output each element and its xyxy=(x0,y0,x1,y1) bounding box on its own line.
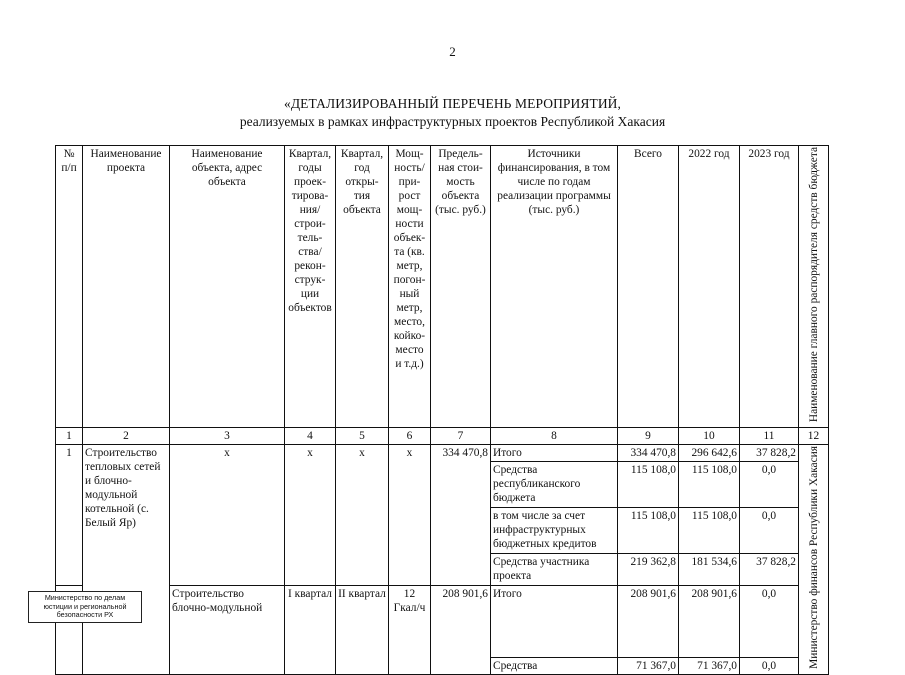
header-manager xyxy=(799,146,829,428)
source-2022: 115 108,0 xyxy=(679,508,740,554)
page-number: 2 xyxy=(449,44,456,59)
header-quarter-years: Квартал, годы проек- тирова- ния/ строи- тель- ства/ рекон- струк- ции объектов xyxy=(285,146,336,428)
header-2022: 2022 год xyxy=(679,146,740,428)
quarter-years: I квартал xyxy=(285,586,336,675)
source-2023: 0,0 xyxy=(740,586,799,658)
row-number: 1 xyxy=(56,445,83,586)
source-total: 115 108,0 xyxy=(618,508,679,554)
header-num: № п/п xyxy=(56,146,83,428)
source-2022: 71 367,0 xyxy=(679,658,740,675)
header-project: Наименование проекта xyxy=(83,146,170,428)
source-total: 219 362,8 xyxy=(618,554,679,586)
source-name: в том числе за счет инфраструктурных бюджетных кредитов xyxy=(491,508,618,554)
quarter-open: II квартал xyxy=(336,586,389,675)
source-2023: 0,0 xyxy=(740,462,799,508)
stamp-line: безопасности РХ xyxy=(56,610,114,620)
col-number: 3 xyxy=(170,428,285,445)
header-quarter-open: Квартал, год откры- тия объекта xyxy=(336,146,389,428)
header-row xyxy=(56,146,829,428)
quarter-years: х xyxy=(285,445,336,586)
source-total: 334 470,8 xyxy=(618,445,679,462)
col-number: 10 xyxy=(679,428,740,445)
source-2023: 37 828,2 xyxy=(740,554,799,586)
max-cost: 208 901,6 xyxy=(431,586,491,675)
registration-stamp xyxy=(28,591,142,623)
source-name: Итого xyxy=(491,586,618,658)
project-name: Строительство тепловых сетей и блочно-модульной котельной (с. Белый Яр) xyxy=(83,445,170,675)
source-total: 71 367,0 xyxy=(618,658,679,675)
source-name: Средства участника проекта xyxy=(491,554,618,586)
source-total: 115 108,0 xyxy=(618,462,679,508)
document-title: «ДЕТАЛИЗИРОВАННЫЙ ПЕРЕЧЕНЬ МЕРОПРИЯТИЙ, xyxy=(283,96,622,111)
table-row xyxy=(56,586,829,658)
source-name: Средства xyxy=(491,658,618,675)
table-row xyxy=(56,445,829,462)
header-object: Наименование объекта, адрес объекта xyxy=(170,146,285,428)
header-manager-text: Наименование главного распорядителя средств бюджета xyxy=(807,147,820,423)
source-name: Средства республиканского бюджета xyxy=(491,462,618,508)
stamp-line: Министерство по делам xyxy=(44,593,126,602)
source-2023: 0,0 xyxy=(740,658,799,675)
source-2023: 37 828,2 xyxy=(740,445,799,462)
manager-cell xyxy=(799,445,829,675)
capacity: 12 Гкал/ч xyxy=(389,586,431,675)
header-capacity: Мощ- ность/ при- рост мощ- ности объек- та (кв. метр, погон- ный метр, место, койко- место и т.д.) xyxy=(389,146,431,428)
col-number: 12 xyxy=(799,428,829,445)
col-number: 1 xyxy=(56,428,83,445)
capacity: х xyxy=(389,445,431,586)
col-number: 2 xyxy=(83,428,170,445)
col-number: 5 xyxy=(336,428,389,445)
col-number: 8 xyxy=(491,428,618,445)
col-number: 11 xyxy=(740,428,799,445)
col-number: 7 xyxy=(431,428,491,445)
col-number: 6 xyxy=(389,428,431,445)
col-number: 4 xyxy=(285,428,336,445)
column-numbers-row xyxy=(56,428,829,445)
source-total: 208 901,6 xyxy=(618,586,679,658)
source-name: Итого xyxy=(491,445,618,462)
manager-name: Министерство финансов Республики Хакасия xyxy=(807,446,820,670)
header-sources: Источники финансирования, в том числе по годам реализации программы (тыс. руб.) xyxy=(491,146,618,428)
source-2022: 208 901,6 xyxy=(679,586,740,658)
source-2022: 115 108,0 xyxy=(679,462,740,508)
header-total: Всего xyxy=(618,146,679,428)
document-subtitle: реализуемых в рамках инфраструктурных проектов Республикой Хакасия xyxy=(239,114,666,129)
object-name: х xyxy=(170,445,285,586)
header-max-cost: Предель- ная стои- мость объекта (тыс. руб.) xyxy=(431,146,491,428)
measures-table xyxy=(55,145,829,675)
header-2023: 2023 год xyxy=(740,146,799,428)
col-number: 9 xyxy=(618,428,679,445)
source-2022: 296 642,6 xyxy=(679,445,740,462)
stamp-line: юстиции и региональной xyxy=(43,601,127,611)
max-cost: 334 470,8 xyxy=(431,445,491,586)
source-2022: 181 534,6 xyxy=(679,554,740,586)
source-2023: 0,0 xyxy=(740,508,799,554)
quarter-open: х xyxy=(336,445,389,586)
object-name: Строительство блочно-модульной xyxy=(170,586,285,675)
